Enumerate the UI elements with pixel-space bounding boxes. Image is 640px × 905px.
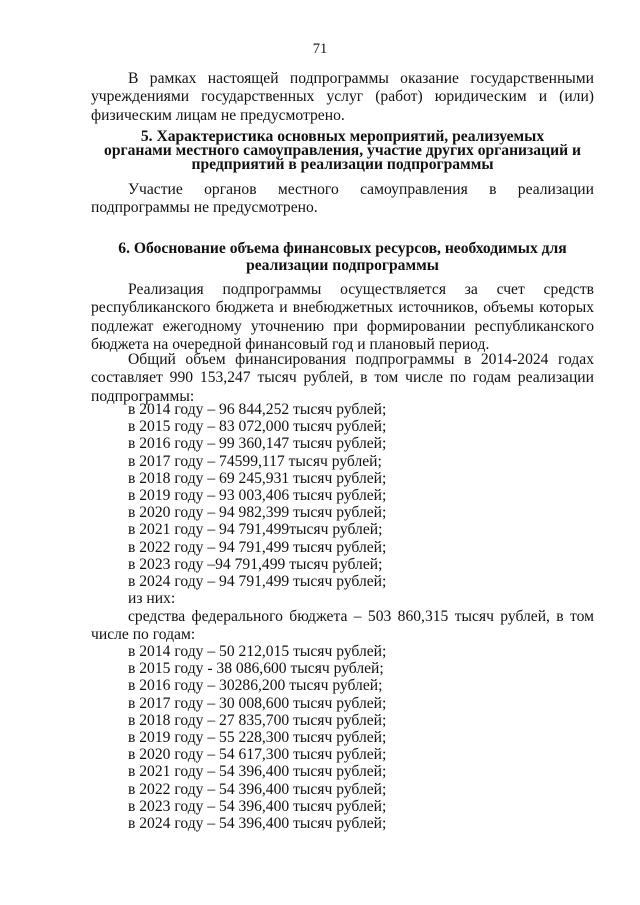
section-6-paragraph-1 [91, 281, 594, 355]
text-line: составляет 990 153,247 тысяч рублей, в том числе по годам реализации [91, 369, 594, 387]
section-6-heading [91, 240, 594, 274]
text-line: В рамках настоящей подпрограммы оказание государственными [128, 70, 594, 87]
federal-budget-paragraph [91, 608, 594, 645]
text-line: учреждениями государственных услуг (работ) юридическим и (или) [91, 88, 594, 106]
text-line: Участие органов местного самоуправления в реализации [128, 181, 594, 198]
heading-line: предприятий в реализации подпрограммы [191, 156, 494, 173]
intro-paragraph [91, 70, 594, 125]
page-number: 71 [312, 41, 328, 57]
heading-line: реализации подпрограммы [246, 257, 439, 274]
list-item: в 2022 году – 94 791,499 тысяч рублей; [128, 538, 387, 556]
section-5-text [91, 181, 594, 218]
list-item: в 2024 году – 94 791,499 тысяч рублей; [128, 573, 387, 591]
list-item: в 2015 году - 38 086,600 тысяч рублей; [128, 660, 384, 678]
list-item: в 2022 году – 54 396,400 тысяч рублей; [128, 780, 387, 798]
text-line: Реализация подпрограммы осуществляется за счет средств [128, 281, 594, 298]
heading-line: 5. Характеристика основных мероприятий, реализуемых [140, 128, 545, 145]
list-item: из них: [128, 590, 176, 608]
list-item: в 2015 году – 83 072,000 тысяч рублей; [128, 418, 387, 436]
list-item: в 2023 году – 54 396,400 тысяч рублей; [128, 797, 387, 815]
text-line: республиканского бюджета и внебюджетных источников, объемы которых [91, 299, 594, 317]
text-line: физическим лицам не предусмотрено. [91, 106, 345, 124]
text-line: бюджета на очередной финансовый год и плановый период. [91, 336, 490, 354]
list-item: в 2020 году – 54 617,300 тысяч рублей; [128, 746, 387, 764]
list-item: в 2021 году – 94 791,499тысяч рублей; [128, 521, 383, 539]
list-item: в 2019 году – 55 228,300 тысяч рублей; [128, 729, 387, 747]
text-line: Общий объем финансирования подпрограммы в 2014-2024 годах [128, 351, 594, 368]
text-line: подпрограммы: [91, 387, 195, 405]
text-line: средства федерального бюджета – 503 860,315 тысяч рублей, в том [128, 608, 594, 625]
list-item: в 2014 году – 96 844,252 тысяч рублей; [128, 401, 387, 418]
text-line: числе по годам: [91, 626, 196, 644]
list-item: в 2024 году – 54 396,400 тысяч рублей; [128, 815, 387, 833]
text-line: подпрограммы не предусмотрено. [91, 199, 318, 217]
list-item: в 2014 году – 50 212,015 тысяч рублей; [128, 643, 387, 660]
heading-line: 6. Обоснование объема финансовых ресурсов, необходимых для [118, 240, 567, 257]
list-item: в 2020 году – 94 982,399 тысяч рублей; [128, 504, 387, 522]
heading-line: органами местного самоуправления, участие других организаций и [104, 142, 581, 159]
list-item: в 2019 году – 93 003,406 тысяч рублей; [128, 487, 387, 505]
list-item: в 2018 году – 69 245,931 тысяч рублей; [128, 469, 387, 487]
list-item: в 2016 году – 30286,200 тысяч рублей; [128, 677, 383, 695]
text-line: подлежат ежегодному уточнению при формировании республиканского [91, 317, 594, 335]
section-5-heading [91, 130, 594, 172]
list-item: в 2023 году –94 791,499 тысяч рублей; [128, 555, 383, 573]
total-funding-by-year-list [128, 401, 598, 607]
list-item: в 2017 году – 30 008,600 тысяч рублей; [128, 694, 387, 712]
federal-funding-by-year-list [128, 643, 598, 832]
section-6-paragraph-2 [91, 351, 594, 406]
list-item: в 2018 году – 27 835,700 тысяч рублей; [128, 711, 387, 729]
list-item: в 2016 году – 99 360,147 тысяч рублей; [128, 435, 387, 453]
list-item: в 2017 году – 74599,117 тысяч рублей; [128, 452, 382, 470]
list-item: в 2021 году – 54 396,400 тысяч рублей; [128, 763, 387, 781]
